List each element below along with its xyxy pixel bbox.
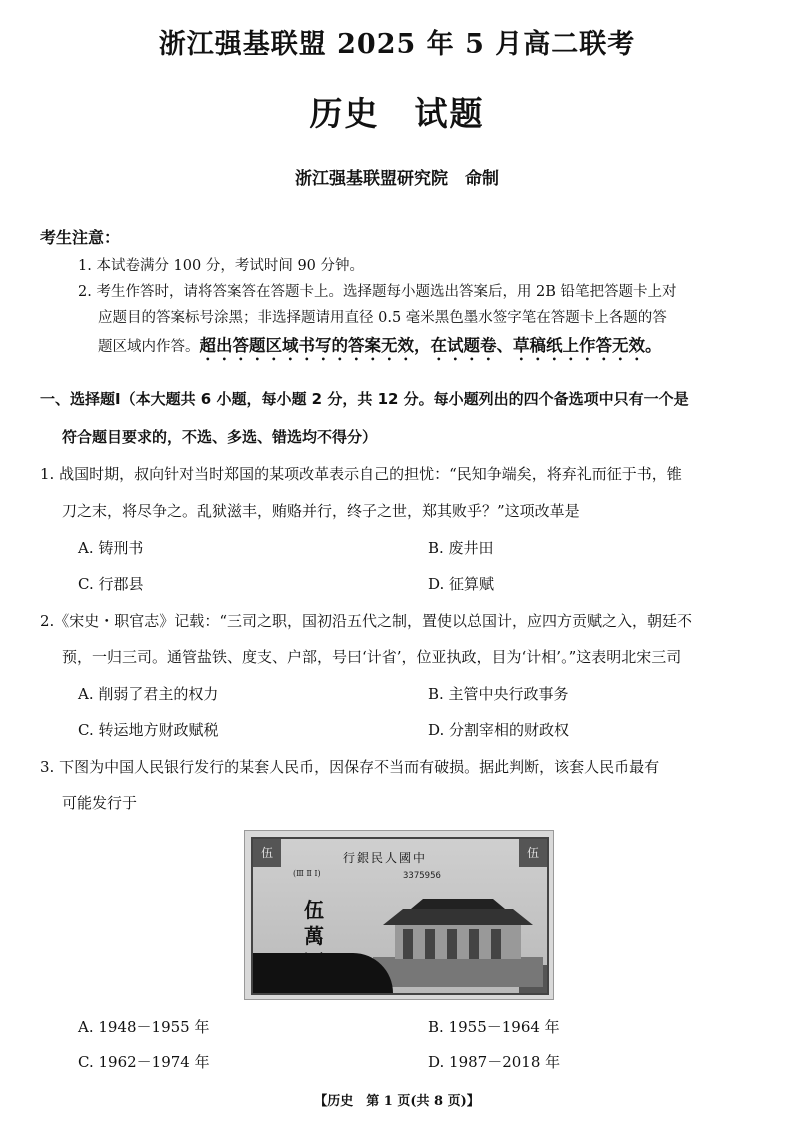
notice-item-2-emphasis: 超出答题区域书写的答案无效，在试题卷、草稿纸上作答无效。 xyxy=(199,336,662,355)
hall-body-shape xyxy=(395,925,521,959)
question-1-line-1: 1. 战国时期，叔向针对当时郑国的某项改革表示自己的担忧：“民知争端矣，将弃礼而征于书，锥 xyxy=(40,465,682,483)
banknote-frame xyxy=(251,837,549,995)
upper-roof-shape xyxy=(411,899,505,909)
author-line: 浙江强基联盟研究院 命制 xyxy=(295,169,499,189)
page-footer: 【历史 第 1 页(共 8 页)】 xyxy=(314,1094,480,1109)
question-2-option-a: A. 削弱了君主的权力 xyxy=(78,685,219,703)
banknote-damage-area xyxy=(253,953,393,993)
banknote-series: (Ⅲ Ⅱ Ⅰ) xyxy=(293,869,321,878)
exam-title: 浙江强基联盟 2025 年 5 月高二联考 xyxy=(158,29,636,60)
notice-heading: 考生注意： xyxy=(40,228,121,247)
banknote-corner-top-right: 伍 xyxy=(519,839,547,867)
question-2-line-1: 2.《宋史・职官志》记载：“三司之职，国初沿五代之制，置使以总国计，应四方贡赋之入，朝廷不 xyxy=(40,612,692,630)
question-3-option-a: A. 1948－1955 年 xyxy=(78,1018,210,1036)
pillar-shape xyxy=(403,929,413,959)
banknote-building-illustration xyxy=(373,887,543,987)
section-1-heading-line-2: 符合题目要求的，不选、多选、错选均不得分） xyxy=(62,428,378,446)
notice-item-2-line-3 xyxy=(98,332,662,364)
roof-shape xyxy=(383,909,533,925)
pillar-shape xyxy=(447,929,457,959)
question-2-option-d: D. 分割宰相的财政权 xyxy=(428,721,570,739)
question-3-option-b: B. 1955－1964 年 xyxy=(428,1018,560,1036)
question-3-option-d: D. 1987－2018 年 xyxy=(428,1053,561,1071)
banknote-bank-name: 行銀民人國中 xyxy=(343,851,428,865)
section-1-heading-line-1: 一、选择题Ⅰ（本大题共 6 小题，每小题 2 分，共 12 分。每小题列出的四个备选项中只有一个是 xyxy=(40,390,689,408)
banknote-value-char-2: 萬 xyxy=(304,924,324,948)
banknote-serial: 3375956 xyxy=(403,871,441,881)
subject-title: 历史 试题 xyxy=(309,94,485,133)
pillar-shape xyxy=(491,929,501,959)
banknote-image xyxy=(244,830,554,1000)
notice-item-2-plain: 题区域内作答。 xyxy=(98,339,200,355)
notice-item-2-line-1: 2. 考生作答时，请将答案答在答题卡上。选择题每小题选出答案后，用 2B 铅笔把答题卡上对 xyxy=(78,284,677,300)
pillar-shape xyxy=(425,929,435,959)
question-1-option-b: B. 废井田 xyxy=(428,539,494,557)
ground-shape xyxy=(373,957,543,987)
banknote-value-char-1: 伍 xyxy=(304,898,324,922)
question-3-line-2: 可能发行于 xyxy=(62,794,138,812)
question-1-option-a: A. 铸刑书 xyxy=(78,539,144,557)
pillar-shape xyxy=(469,929,479,959)
question-1-option-c: C. 行郡县 xyxy=(78,575,144,593)
question-2-line-2: 预，一归三司。通管盐铁、度支、户部，号曰‘计省’，位亚执政，目为‘计相’。”这表明北宋三司 xyxy=(62,648,682,666)
question-1-line-2: 刀之末，将尽争之。乱狱滋丰，贿赂并行，终子之世，郑其败乎？”这项改革是 xyxy=(62,502,580,520)
question-3-line-1: 3. 下图为中国人民银行发行的某套人民币，因保存不当而有破损。据此判断，该套人民币最有 xyxy=(40,758,660,776)
notice-item-1: 1. 本试卷满分 100 分，考试时间 90 分钟。 xyxy=(78,258,365,274)
question-2-option-b: B. 主管中央行政事务 xyxy=(428,685,569,703)
notice-item-2-line-2: 应题目的答案标号涂黑；非选择题请用直径 0.5 毫米黑色墨水签字笔在答题卡上各题的答 xyxy=(98,310,667,326)
question-3-option-c: C. 1962－1974 年 xyxy=(78,1053,210,1071)
question-1-option-d: D. 征算赋 xyxy=(428,575,495,593)
question-2-option-c: C. 转运地方财政赋税 xyxy=(78,721,219,739)
banknote-corner-top-left: 伍 xyxy=(253,839,281,867)
